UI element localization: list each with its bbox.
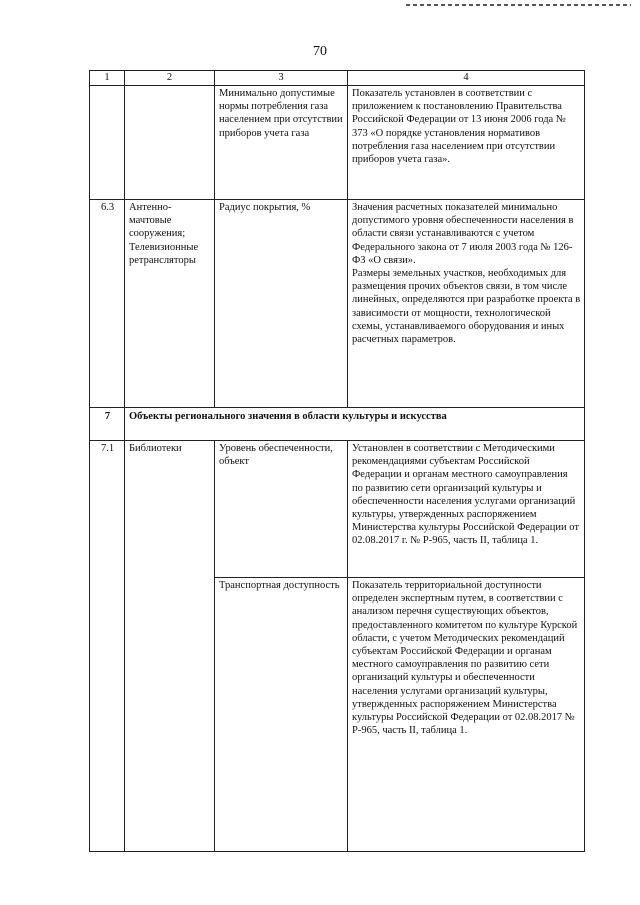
standards-table <box>89 70 585 852</box>
indicator-cell: Уровень обеспеченности, объект <box>215 441 348 578</box>
header-cell-3: 3 <box>215 71 348 86</box>
scan-artifact <box>406 4 631 6</box>
note-paragraph-1: Значения расчетных показателей минимально допустимого уровня обеспеченности населения в области связи устанавливаются с учетом Федерального закона от 7 июля 2003 года № 126-ФЗ «О связи». <box>352 202 574 266</box>
header-cell-4: 4 <box>348 71 585 86</box>
note-cell: Установлен в соответствии с Методическими рекомендациями субъектам Российской Федерации и органам местного самоуправления по развитию сети организаций культуры и обеспеченности населения услугами организаций культуры, утвержденных распоряжением Министерства культуры Российской Федерации от 02.08.2017 г. № Р-965, часть II, таблица 1. <box>348 441 585 578</box>
object-cell <box>125 86 215 200</box>
table-row-gas-norms <box>90 86 585 200</box>
note-cell: Показатель установлен в соответствии с приложением к постановлению Правительства Российской Федерации от 13 июня 2006 года № 373 «О порядке установления нормативов потребления газа населением при отсутствии приборов учета газа». <box>348 86 585 200</box>
table-row-6-3 <box>90 200 585 408</box>
header-cell-2: 2 <box>125 71 215 86</box>
table-row-7-1 <box>90 441 585 578</box>
table-header-row <box>90 71 585 86</box>
indicator-cell: Минимально допустимые нормы потребления газа населением при отсутствии приборов учета газа <box>215 86 348 200</box>
section-number: 7 <box>90 408 125 441</box>
note-cell: Показатель территориальной доступности определен экспертным путем, в соответствии с анализом перечня существующих объектов, предоставленного комитетом по культуре Курской области, с учетом Методических рекомендаций субъектам Российской Федерации и органам местного самоуправления по развитию сети организаций культуры и обеспеченности населения услугами организаций культуры, утвержденных распоряжением Министерства культуры Российской Федерации от 02.08.2017 № Р-965, часть II, таблица 1. <box>348 578 585 852</box>
page-number: 70 <box>313 44 327 59</box>
note-paragraph-2: Размеры земельных участков, необходимых для размещения прочих объектов связи, в том числе линейных, определяются при разработке проекта в зависимости от мощности, технологической схемы, устанавливаемого оборудования и иных расчетных параметров. <box>352 268 581 346</box>
row-number: 7.1 <box>90 441 125 852</box>
object-cell: Библиотеки <box>125 441 215 852</box>
section-title: Объекты регионального значения в области культуры и искусства <box>125 408 585 441</box>
object-cell: Антенно-мачтовые сооружения; Телевизионные ретрансляторы <box>125 200 215 408</box>
section-row-7 <box>90 408 585 441</box>
indicator-cell: Радиус покрытия, % <box>215 200 348 408</box>
row-number: 6.3 <box>90 200 125 408</box>
indicator-cell: Транспортная доступность <box>215 578 348 852</box>
note-cell <box>348 200 585 408</box>
row-number <box>90 86 125 200</box>
header-cell-1: 1 <box>90 71 125 86</box>
